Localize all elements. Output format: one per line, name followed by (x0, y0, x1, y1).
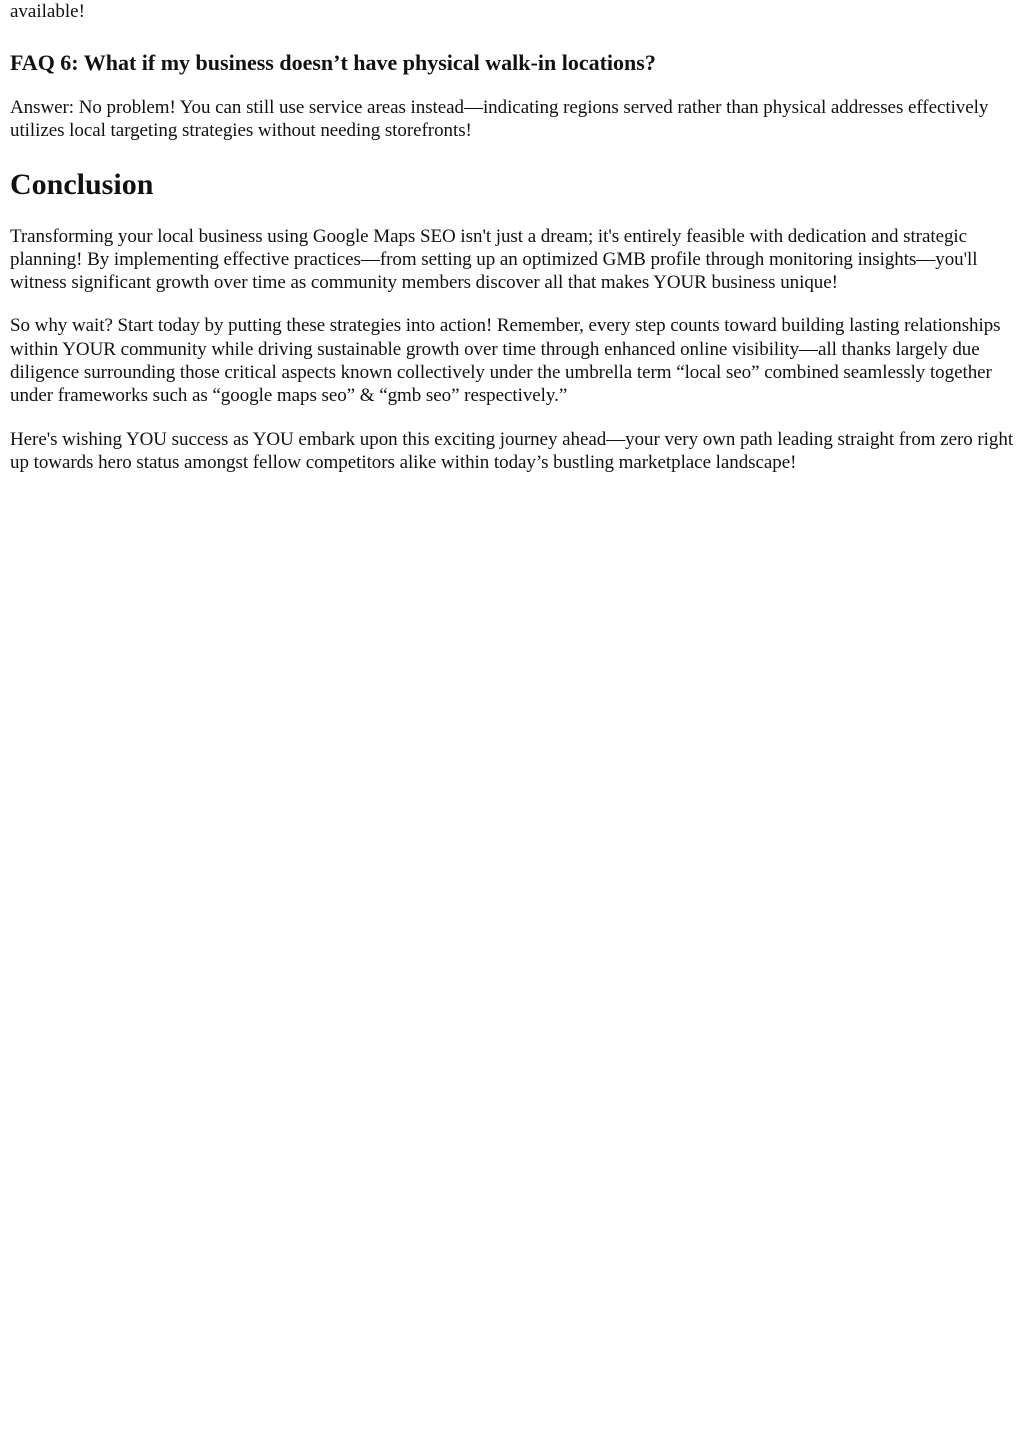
continued-text: available! (10, 1, 85, 22)
conclusion-paragraph-3: Here's wishing YOU success as YOU embark upon this exciting journey ahead—your very own path leading straight from zero right up towards hero status amongst fellow competitors alike within today’s bustling marketplace landscape! (10, 428, 1014, 473)
faq-6-answer: Answer: No problem! You can still use service areas instead—indicating regions served rather than physical addresses effectively utilizes local targeting strategies without needing storefronts! (10, 97, 989, 142)
conclusion-paragraph-1: Transforming your local business using Google Maps SEO isn't just a dream; it's entirely feasible with dedication and strategic planning! By implementing effective practices—from setting up an optimized GMB profile through monitoring insights—you'll witness significant growth over time as community members discover all that makes YOUR business unique! (10, 225, 978, 294)
conclusion-heading: Conclusion (10, 167, 154, 201)
article-body (10, 49, 1016, 474)
conclusion-paragraph-2: So why wait? Start today by putting these strategies into action! Remember, every step counts toward building lasting relationships within YOUR community while driving sustainable growth over time through enhanced online visibility—all thanks largely due diligence surrounding those critical aspects known collectively under the umbrella term “local seo” combined seamlessly together under frameworks such as “google maps seo” & “gmb seo” respectively.” (10, 315, 1001, 407)
faq-6-heading: FAQ 6: What if my business doesn’t have physical walk-in locations? (10, 50, 656, 75)
